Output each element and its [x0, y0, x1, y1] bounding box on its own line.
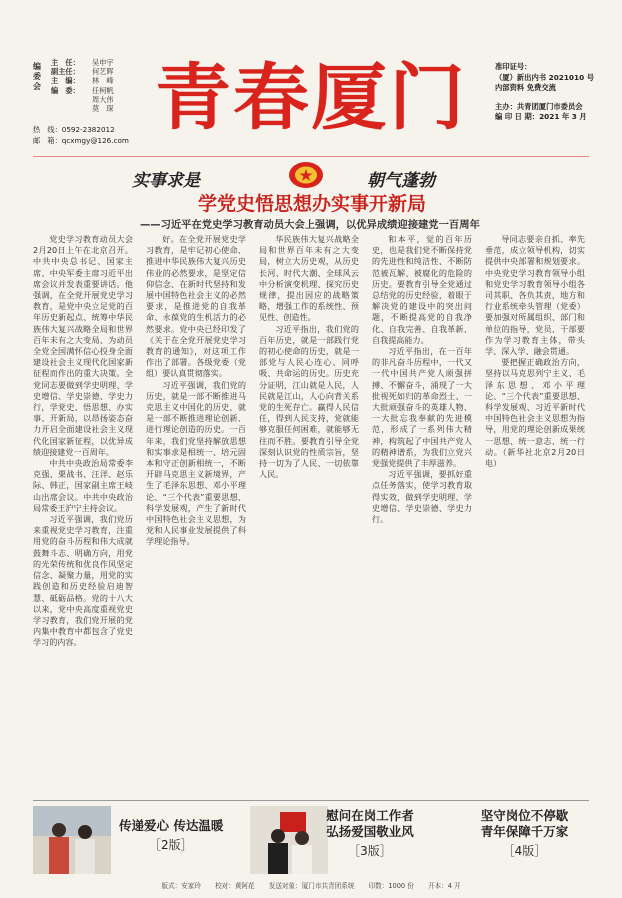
slogan-left: 实事求是 — [132, 171, 200, 191]
masthead-divider — [33, 156, 589, 157]
promo-photo — [33, 806, 111, 874]
issue-date: 2021 年 3 月 — [539, 112, 587, 121]
article-column: 导同志要亲自抓、率先垂范，成立领导机构，切实提供中央部署和规划要求。中央党史学习教育领导小组和党史学习教育领导小组各司其职、各负其责，地方和行业系统牵头管理（党委）要加强对所属组织、部门和单位的指导，党员、干部要作为学习教育主体，带头学、深入学、融会贯通。 要把握正确政治方向，坚持以马克思列宁主义、毛泽东思想、邓小平理论、“三个代表”重要思想、科学发展观、习近平新时代中国特色社会主义思想为指导，用党的理论创新成果统一思想、统一意志、统一行动。（新华社北京2月20日电） — [485, 234, 585, 469]
permit-note: 内部资料 免费交流 — [495, 83, 556, 92]
promo-divider — [33, 800, 589, 801]
paper-title: 青春厦门 — [155, 55, 467, 140]
phone-number: 0592-2382012 — [61, 125, 115, 134]
article-column: 党史学习教育动员大会2月20日上午在北京召开。中共中央总书记、国家主席、中央军委主席习近平出席会议并发表重要讲话。他强调，在全党开展党史学习教育，是党中央立足党的百年历史新起点、统筹中华民族伟大复兴战略全局和世界百年未有之大变局、为动员全党全国满怀信心投身全面建设社会主义现代化国家新征程而作出的重大决策。全党同志要做到学史明理、学史增信、学史崇德、学史力行，学党史、悟思想、办实事、开新局，以昂扬姿态奋力开启全面建设社会主义现代化国家新征程，以优异成绩迎接建党一百周年。 中共中央政治局常委李克强、栗战书、汪洋、赵乐际、韩正，国家副主席王岐山出席会议。中共中央政治局常委王沪宁主持会议。 习近平强调，我们党历来重视党史学习教育，注重用党的奋斗历程和伟大成就鼓舞斗志、明确方向，用党的光荣传统和优良作风坚定信念、凝聚力量，用党的实践创造和历史经验启迪智慧、砥砺品格。党的十八大以来，党中央高度重视党史学习教育，我们党开展的党内集中教育中都包含了党史学习的内容。 — [33, 234, 133, 648]
article-column: 好。在全党开展党史学习教育，是牢记初心使命、推进中华民族伟大复兴历史伟业的必然要求，是坚定信仰信念、在新时代坚持和发展中国特色社会主义的必然要求，是推进党的自我革命、永葆党的生机活力的必然要求。党中央已经印发了《关于在全党开展党史学习教育的通知》，对这项工作作出了部署。各级党委（党组）要认真贯彻落实。 习近平强调，我们党的历史，就是一部不断推进马克思主义中国化的历史，就是一部不断推进理论创新、进行理论创造的历史。一百年来，我们党坚持解放思想和实事求是相统一、培元固本和守正创新相统一，不断开辟马克思主义新境界，产生了毛泽东思想、邓小平理论、“三个代表”重要思想、科学发展观，产生了新时代中国特色社会主义思想，为党和人民事业发展提供了科学理论指导。 — [146, 234, 246, 547]
article-column: 华民族伟大复兴战略全局和世界百年未有之大变局，树立大历史观，从历史长河、时代大潮、全球风云中分析演变机理、探究历史规律，提出因应的战略策略，增强工作的系统性、预见性、创造性。 习近平指出，我们党的百年历史，就是一部践行党的初心使命的历史，就是一部党与人民心连心、同呼吸、共命运的历史。历史充分证明，江山就是人民，人民就是江山，人心向背关系党的生死存亡。赢得人民信任，得到人民支持，党就能够克服任何困难，就能够无往而不胜。要教育引导全党深刻认识党的性质宗旨，坚持一切为了人民、一切依靠人民。 — [259, 234, 359, 480]
permit-number: （厦）新出内书 2021010 号 — [495, 72, 594, 82]
role-row: 周大伟 — [92, 94, 114, 104]
league-emblem-icon — [287, 160, 325, 190]
phone-label: 热 线： — [33, 125, 62, 134]
contact-info — [33, 124, 129, 146]
promo-title: 传递爱心 传达温暖 — [119, 818, 224, 833]
people-photo-icon — [33, 806, 111, 874]
role-row: 莫 琛 — [92, 104, 114, 114]
host-org: 共青团厦门市委员会 — [516, 101, 583, 111]
slogan-bar — [122, 160, 502, 192]
promo-title: 坚守岗位不停歇 — [480, 808, 569, 823]
promo-page-ref: ［3版］ — [348, 844, 392, 858]
promo-page-2[interactable] — [33, 806, 224, 876]
promo-title: 青年保障千万家 — [480, 824, 569, 839]
footer-credits: 版式：安家玲 校对：黄阿花 发送对象：厦门市共青团系统 印数：1000 份 开本：4 开 — [161, 882, 461, 890]
promo-title: 弘扬爱国敬业风 — [326, 824, 414, 839]
subheadline: ——习近平在党史学习教育动员大会上强调，以优异成绩迎接建党一百周年 — [140, 219, 480, 231]
role-row: 主 编： 林 峰 — [51, 76, 114, 86]
publication-info: 准印证号： （厦）新出内书 2021010 号 内部资料 免费交流 主办：共青团厦门市委员会 编 印 日 期：2021 年 3 月 — [495, 62, 594, 121]
email-address: qcxmgy@126.com — [61, 136, 129, 145]
promo-page-ref: ［2版］ — [149, 838, 193, 852]
article-body — [33, 234, 589, 800]
role-row: 编 委： 任柯帆 — [51, 85, 114, 95]
slogan-right: 朝气蓬勃 — [367, 171, 435, 191]
role-row: 副主任： 何艺晖 — [51, 67, 114, 77]
board-roles — [51, 58, 114, 113]
role-row: 主 任： 吴申宇 — [51, 58, 114, 67]
board-label: 编委会 — [33, 62, 41, 91]
article-column: 和本平，觉的百年历史，也是我们党不断保持党的先进性和纯洁性、不断防范被瓦解、被腐化的危险的历史。要教育引导全党通过总结党的历史经验，着眼于解决党的建设中的突出问题，不断提高党的自我净化、自我完善、自我革新、自我提高能力。 习近平指出，在一百年的非凡奋斗历程中，一代又一代中国共产党人顽强拼搏、不懈奋斗，涌现了一大批视死如归的革命烈士、一大批顽强奋斗的英雄人物、一大批忘我奉献的先进模范，形成了一系列伟大精神，构筑起了中国共产党人的精神谱系，为我们立党兴党强党提供了丰厚滋养。 习近平强调，要抓好重点任务落实，使学习教育取得实效，做到学史明理、学史增信、学史崇德、学史力行。 — [372, 234, 472, 525]
promo-page-ref: ［4版］ — [502, 844, 547, 858]
promo-title: 慰问在岗工作者 — [326, 808, 414, 823]
email-label: 邮 箱： — [33, 136, 62, 145]
promo-page-4[interactable] — [460, 806, 589, 876]
promo-page-3[interactable] — [250, 806, 430, 876]
headline: 学党史悟思想办实事开新局 — [197, 193, 426, 215]
